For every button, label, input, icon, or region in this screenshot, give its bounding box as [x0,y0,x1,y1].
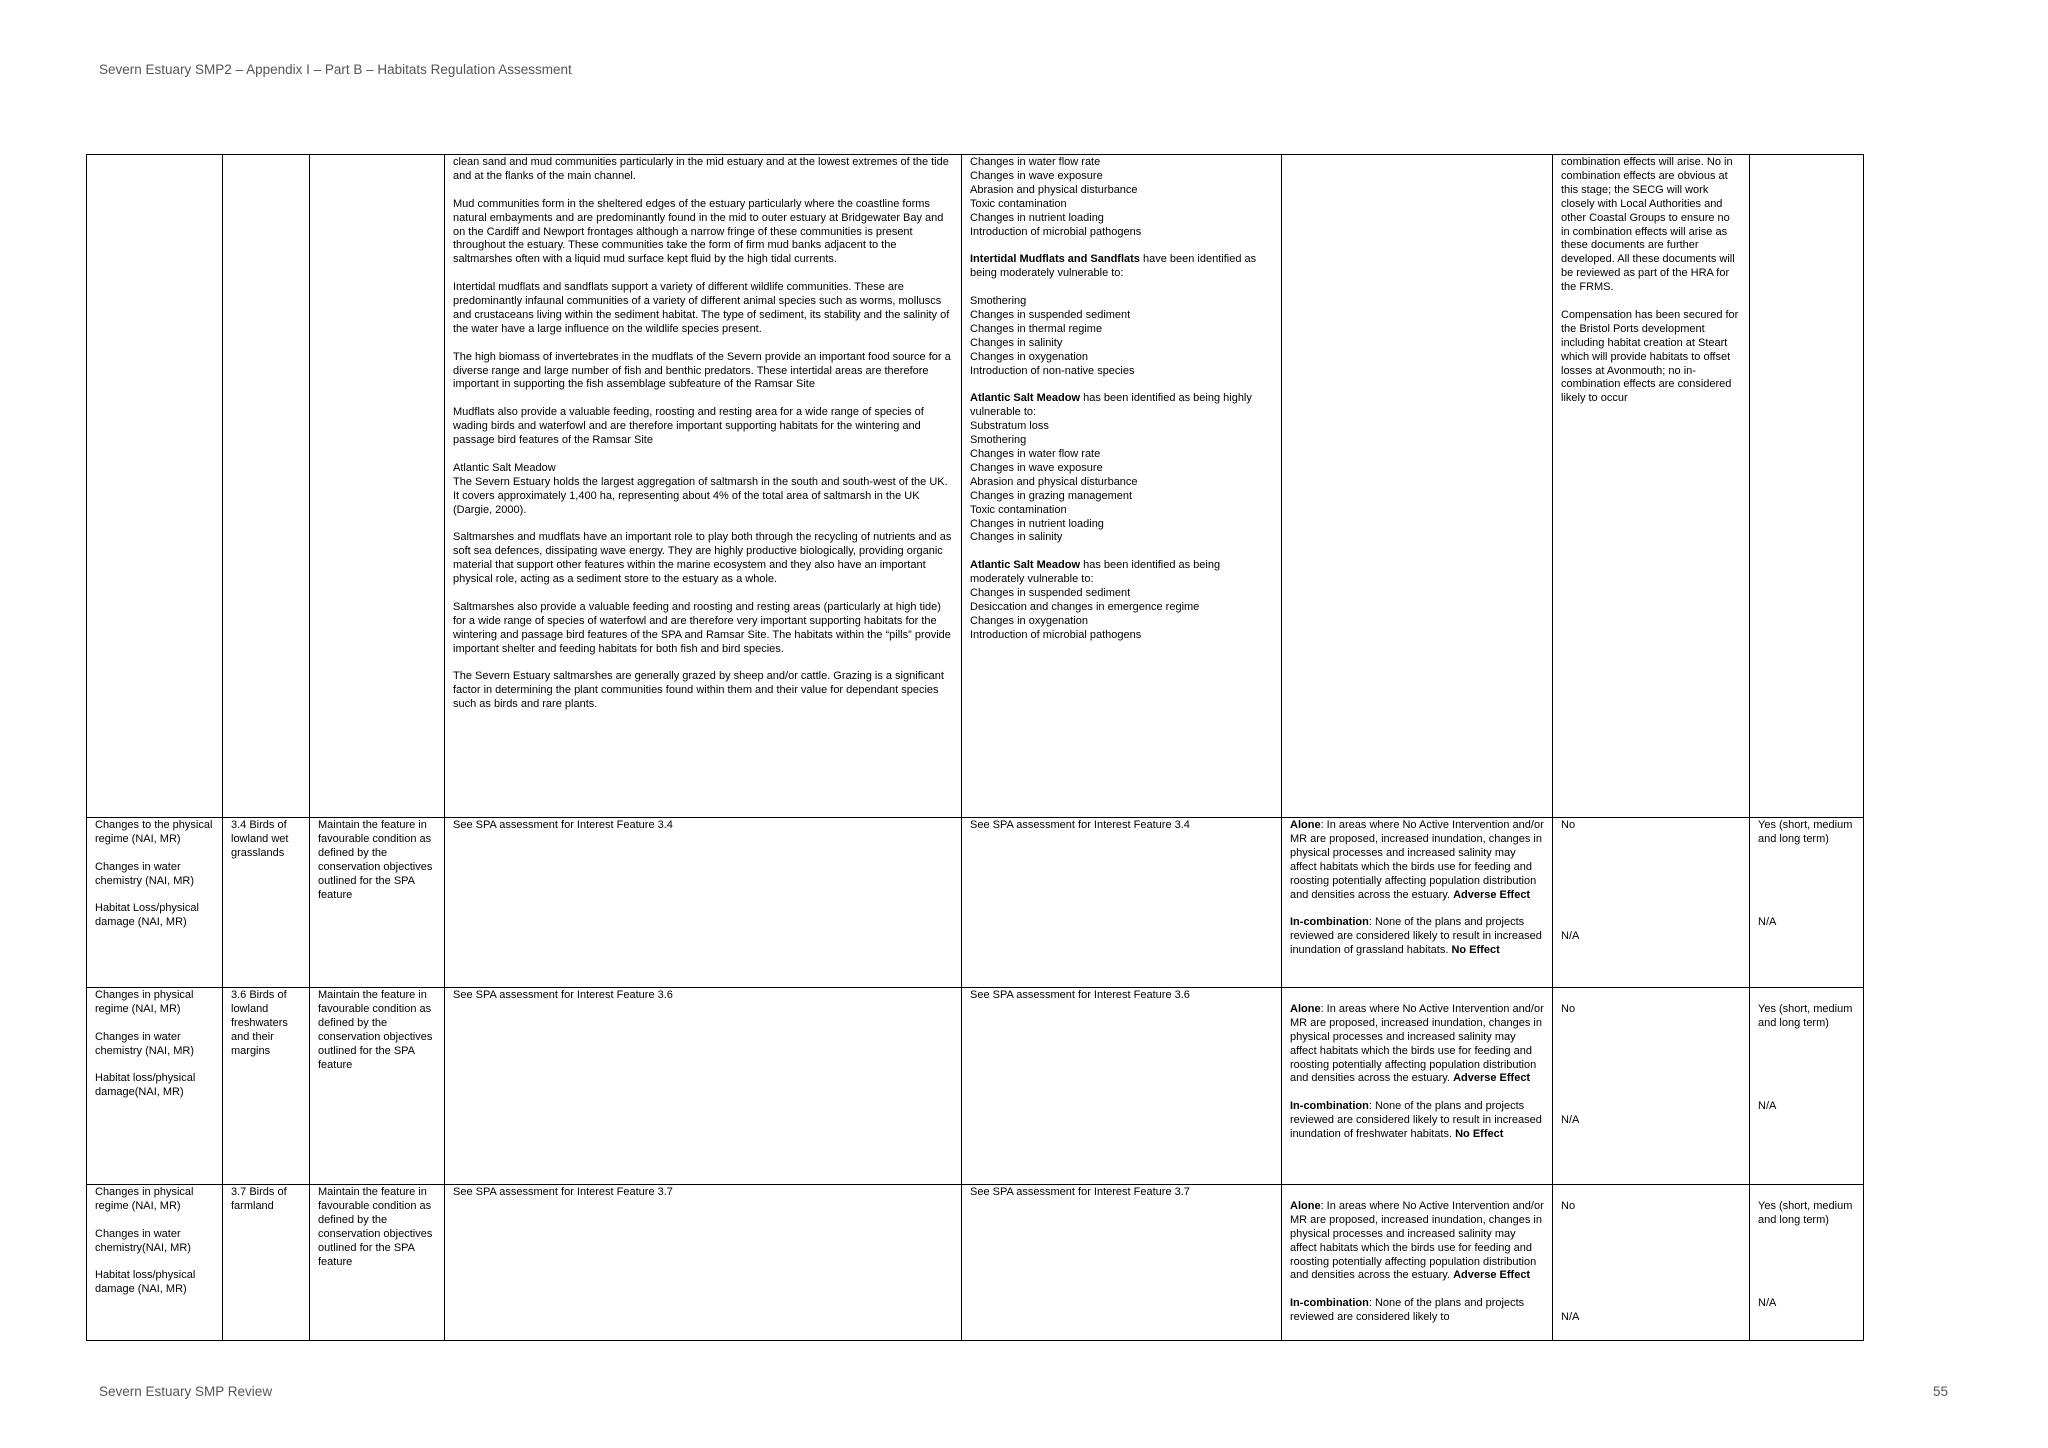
table-row [87,155,1864,818]
residual-cell: Yes (short, medium and long term) N/A [1750,1185,1864,1341]
objective-cell [310,155,445,818]
vulnerability-list: Changes in water flow rate Changes in wave exposure Abrasion and physical disturbance Toxic contamination Changes in nutrient loading Introduction of microbial pathogens [970,156,1142,238]
description-cell: See SPA assessment for Interest Feature 3.4 [445,818,962,988]
description-cell: See SPA assessment for Interest Feature 3.6 [445,988,962,1185]
effects-cell [87,155,223,818]
table-row [87,1185,1864,1341]
vulnerability-list: Substratum loss Smothering Changes in water flow rate Changes in wave exposure Abrasion and physical disturbance Changes in grazing management Toxic contamination Changes in nutrient loading Changes in salinity [970,420,1138,544]
hra-assessment-table [86,154,1864,1341]
vulnerability-heading: Atlantic Salt Meadow has been identified as being moderately vulnerable to: [970,559,1221,586]
description-paragraph: Saltmarshes also provide a valuable feeding and roosting and resting areas (particularly at high tide) for a wide range of species of waterfowl and are therefore very important supporting habitats for the wintering and passage bird features of the SPA and Ramsar Site. The habitats within the “pills” provide important shelter and feeding habitats for both fish and bird species. [453,600,951,655]
vulnerability-cell [962,155,1282,818]
habitat-name: Atlantic Salt Meadow [970,559,1081,572]
effects-cell: Changes in physical regime (NAI, MR) Changes in water chemistry (NAI, MR) Habitat loss/physical damage(NAI, MR) [87,988,223,1185]
effect-result: No Effect [1455,1128,1504,1141]
assessment-cell: Alone: In areas where No Active Intervention and/or MR are proposed, increased inundation, changes in physical processes and increased salinity may affect habitats which the birds use for feeding and roosting potentially affecting population distribution and densities across the estuary. Adverse Effect In-combination: None of the plans and projects reviewed are considered likely to result in increased inundation of grassland habitats. No Effect [1282,818,1553,988]
page-footer: Severn Estuary SMP Review [99,1384,273,1399]
description-cell: See SPA assessment for Interest Feature 3.7 [445,1185,962,1341]
table-row [87,988,1864,1185]
incombination-cell: No N/A [1553,818,1750,988]
description-paragraph: Mud communities form in the sheltered edges of the estuary particularly where the coastline forms natural embayments and are predominantly found in the mid to outer estuary at Bridgewater Bay and on the Cardiff and Newport frontages although a narrow fringe of these communities is present throughout the estuary. These communities take the form of firm mud banks adjacent to the saltmarshes often with a liquid mud surface kept fluid by the high tidal currents. [453,197,944,266]
objective-cell: Maintain the feature in favourable condition as defined by the conservation objectives outlined for the SPA feature [310,818,445,988]
effects-cell: Changes in physical regime (NAI, MR) Changes in water chemistry(NAI, MR) Habitat loss/physical damage (NAI, MR) [87,1185,223,1341]
feature-cell: 3.7 Birds of farmland [223,1185,310,1341]
feature-cell: 3.6 Birds of lowland freshwaters and their margins [223,988,310,1185]
effect-result: Adverse Effect [1453,1072,1531,1085]
effect-result: Adverse Effect [1453,888,1531,901]
table-row [87,818,1864,988]
vulnerability-list: Changes in suspended sediment Desiccation and changes in emergence regime Changes in oxygenation Introduction of microbial pathogens [970,587,1200,641]
incombination-cell: No N/A [1553,1185,1750,1341]
incombination-cell [1553,155,1750,818]
effect-result: No Effect [1451,944,1500,957]
vulnerability-cell: See SPA assessment for Interest Feature 3.4 [962,818,1282,988]
habitat-name: Atlantic Salt Meadow [970,392,1081,405]
feature-cell [223,155,310,818]
residual-cell: Yes (short, medium and long term) N/A [1750,818,1864,988]
feature-cell: 3.4 Birds of lowland wet grasslands [223,818,310,988]
assessment-cell: Alone: In areas where No Active Intervention and/or MR are proposed, increased inundation, changes in physical processes and increased salinity may affect habitats which the birds use for feeding and roosting potentially affecting population distribution and densities across the estuary. Adverse Effect In-combination: None of the plans and projects reviewed are considered likely to result in increased inundation of freshwater habitats. No Effect [1282,988,1553,1185]
vulnerability-cell: See SPA assessment for Interest Feature 3.7 [962,1185,1282,1341]
description-paragraph: Atlantic Salt Meadow The Severn Estuary holds the largest aggregation of saltmarsh in the south and south-west of the UK. It covers approximately 1,400 ha, representing about 4% of the total area of saltmarsh in the UK (Dargie, 2000). [453,461,948,516]
habitat-name: Intertidal Mudflats and Sandflats [970,253,1140,266]
description-paragraph: clean sand and mud communities particularly in the mid estuary and at the lowest extremes of the tide and at the flanks of the main channel. [453,156,949,182]
assessment-cell: Alone: In areas where No Active Intervention and/or MR are proposed, increased inundation, changes in physical processes and increased salinity may affect habitats which the birds use for feeding and roosting potentially affecting population distribution and densities across the estuary. Adverse Effect In-combination: None of the plans and projects reviewed are considered likely to [1282,1185,1553,1341]
incombination-text: Compensation has been secured for the Bristol Ports development including habitat creation at Steart which will provide habitats to offset losses at Avonmouth; no in-combination effects are considered likely to occur [1561,308,1739,405]
page-header: Severn Estuary SMP2 – Appendix I – Part B – Habitats Regulation Assessment [99,62,572,77]
effect-result: Adverse Effect [1453,1269,1531,1282]
vulnerability-cell: See SPA assessment for Interest Feature 3.6 [962,988,1282,1185]
objective-cell: Maintain the feature in favourable condition as defined by the conservation objectives outlined for the SPA feature [310,988,445,1185]
vulnerability-heading: Intertidal Mudflats and Sandflats have been identified as being moderately vulnerable to: [970,253,1257,280]
page-number: 55 [1932,1384,1948,1399]
description-cell [445,155,962,818]
vulnerability-list: Smothering Changes in suspended sediment Changes in thermal regime Changes in salinity Changes in oxygenation Introduction of non-native species [970,295,1135,377]
effects-cell: Changes to the physical regime (NAI, MR) Changes in water chemistry (NAI, MR) Habitat Loss/physical damage (NAI, MR) [87,818,223,988]
incombination-text: combination effects will arise. No in combination effects are obvious at this stage; the SECG will work closely with Local Authorities and other Coastal Groups to ensure no in combination effects will arise as these documents are further developed. All these documents will be reviewed as part of the HRA for the FRMS. [1561,156,1735,294]
description-paragraph: Saltmarshes and mudflats have an important role to play both through the recycling of nutrients and as soft sea defences, dissipating wave energy. They are highly productive biologically, providing organic material that support other features within the marine ecosystem and they also have an important physical role, acting as a sediment store to the estuary as a whole. [453,531,952,586]
objective-cell: Maintain the feature in favourable condition as defined by the conservation objectives outlined for the SPA feature [310,1185,445,1341]
residual-cell [1750,155,1864,818]
description-paragraph: Intertidal mudflats and sandflats support a variety of different wildlife communities. These are predominantly infaunal communities of a variety of different animal species such as worms, molluscs and crustaceans living within the sediment habitat. The type of sediment, its stability and the salinity of the water have a large influence on the wildlife species present. [453,281,950,335]
description-paragraph: The Severn Estuary saltmarshes are generally grazed by sheep and/or cattle. Grazing is a significant factor in determining the plant communities found within them and their value for dependant species such as birds and rare plants. [453,670,944,711]
vulnerability-heading: Atlantic Salt Meadow has been identified as being highly vulnerable to: [970,392,1252,419]
assessment-cell [1282,155,1553,818]
incombination-cell: No N/A [1553,988,1750,1185]
description-paragraph: Mudflats also provide a valuable feeding, roosting and resting area for a wide range of species of wading birds and waterfowl and are therefore important supporting habitats for the wintering and passage bird features of the Ramsar Site [453,406,924,447]
description-paragraph: The high biomass of invertebrates in the mudflats of the Severn provide an important food source for a diverse range and large number of fish and benthic predators. These intertidal areas are therefore important in supporting the fish assemblage subfeature of the Ramsar Site [453,350,951,391]
residual-cell: Yes (short, medium and long term) N/A [1750,988,1864,1185]
